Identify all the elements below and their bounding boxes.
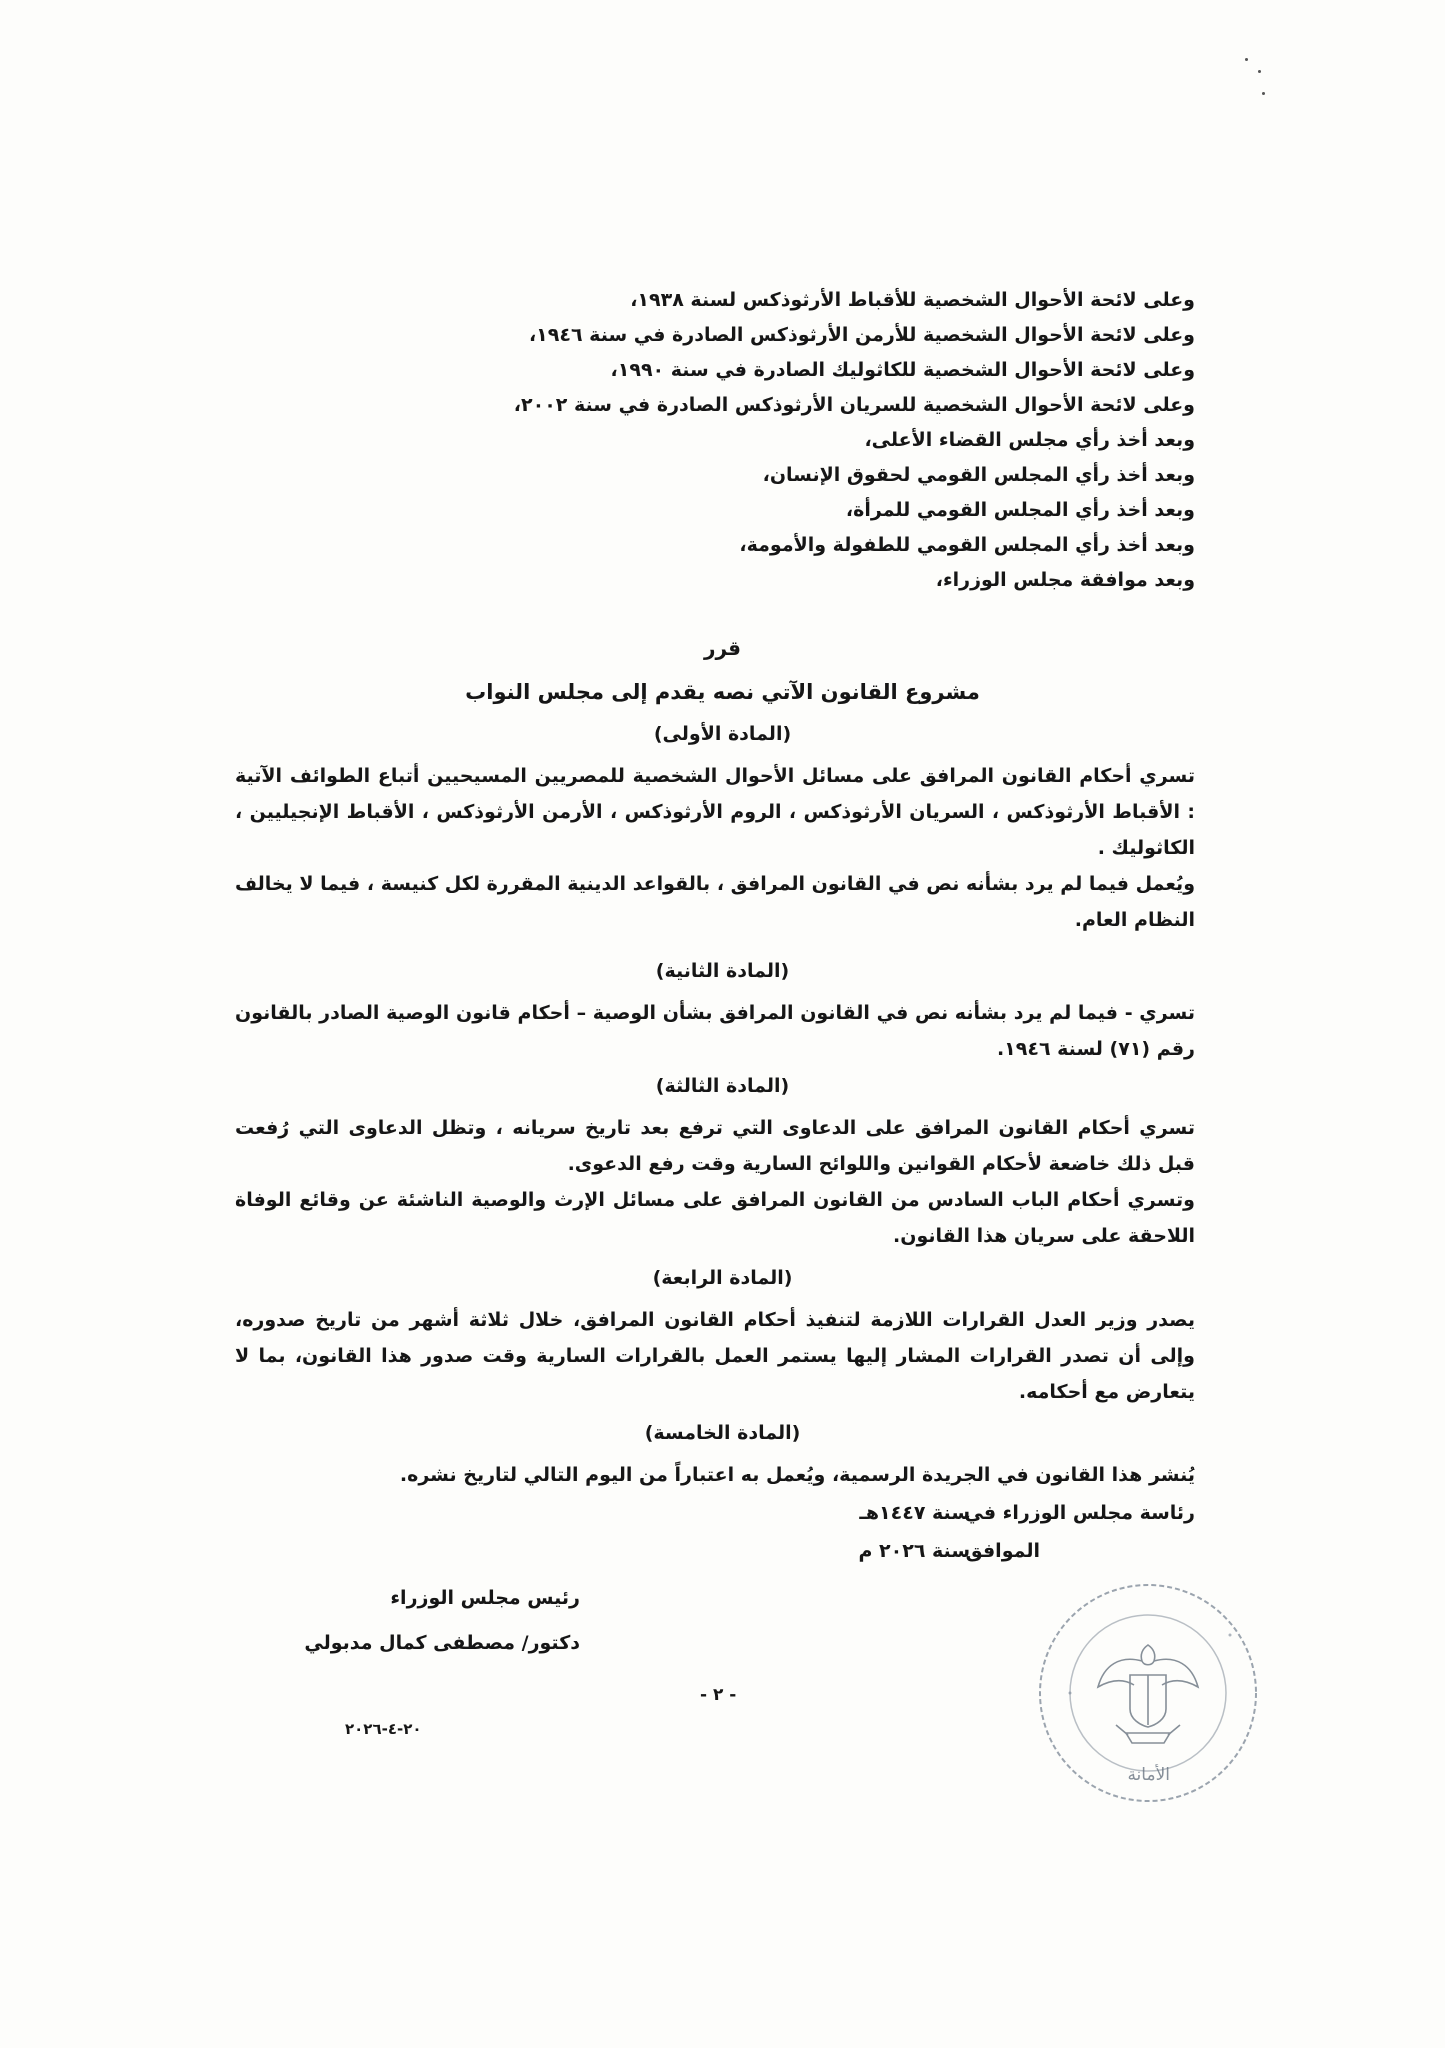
bill-title: مشروع القانون الآتي نصه يقدم إلى مجلس النواب — [465, 680, 980, 704]
footer-date: ٢٠-٤-٢٠٢٦ — [345, 1720, 422, 1738]
article-4-heading: (المادة الرابعة) — [652, 1267, 793, 1289]
article-4-paragraph-1: يصدر وزير العدل القرارات اللازمة لتنفيذ أحكام القانون المرافق، خلال ثلاثة أشهر من تاريخ صدوره، وإلى أن تصدر القرارات المشار إليها يستمر العمل بالقرارات السارية وقت صدور هذا القانون، بما لا يتعارض مع أحكامه. — [235, 1309, 1195, 1403]
article-1-paragraph-2: ويُعمل فيما لم يرد بشأنه نص في القانون المرافق ، بالقواعد الدينية المقررة لكل كنيسة ، فيما لا يخالف النظام العام. — [235, 873, 1195, 931]
article-2-paragraph-1: تسري - فيما لم يرد بشأنه نص في القانون المرافق بشأن الوصية – أحكام قانون الوصية الصادر بالقانون رقم (٧١) لسنة ١٩٤٦. — [235, 1002, 1195, 1060]
preamble-line: وبعد أخذ رأي المجلس القومي للطفولة والأمومة، — [739, 534, 1195, 556]
preamble-line: وبعد موافقة مجلس الوزراء، — [935, 569, 1195, 591]
corresponding-label: الموافق — [965, 1540, 1040, 1562]
article-5-heading: (المادة الخامسة) — [644, 1422, 801, 1444]
signatory-name: دكتور/ مصطفى كمال مدبولي — [304, 1632, 580, 1654]
official-seal-icon — [1030, 1575, 1270, 1815]
preamble-line: وعلى لائحة الأحوال الشخصية للأرمن الأرثوذكس الصادرة في سنة ١٩٤٦، — [528, 324, 1195, 346]
preamble-line: وعلى لائحة الأحوال الشخصية للأقباط الأرثوذكس لسنة ١٩٣٨، — [630, 289, 1195, 311]
preamble-line: وبعد أخذ رأي مجلس القضاء الأعلى، — [864, 429, 1195, 451]
article-1-paragraph-1: تسري أحكام القانون المرافق على مسائل الأحوال الشخصية للمصريين المسيحيين أتباع الطوائف الآتية : الأقباط الأرثوذكس ، السريان الأرثوذكس ، الروم الأرثوذكس ، الأرمن الأرثوذكس ، الأقباط الإنجيليين ، الكاثوليك . — [235, 765, 1195, 859]
scan-speck — [1262, 92, 1265, 95]
preamble-line: وبعد أخذ رأي المجلس القومي للمرأة، — [845, 499, 1195, 521]
article-1-heading: (المادة الأولى) — [653, 723, 792, 745]
article-2-heading: (المادة الثانية) — [655, 960, 790, 982]
seal-text: الأمانة — [1127, 1765, 1170, 1785]
scan-speck — [1245, 58, 1248, 61]
preamble-line: وبعد أخذ رأي المجلس القومي لحقوق الإنسان، — [762, 464, 1195, 486]
article-3-heading: (المادة الثالثة) — [655, 1075, 790, 1097]
scan-speck — [1258, 70, 1261, 73]
article-5-paragraph-1: يُنشر هذا القانون في الجريدة الرسمية، ويُعمل به اعتباراً من اليوم التالي لتاريخ نشره. — [399, 1464, 1195, 1486]
preamble-line: وعلى لائحة الأحوال الشخصية للسريان الأرثوذكس الصادرة في سنة ٢٠٠٢، — [513, 394, 1195, 416]
decision-word: قرر — [703, 636, 742, 660]
preamble — [235, 283, 1195, 598]
gregorian-year: سنة ٢٠٢٦ م — [858, 1540, 970, 1562]
page-number: - ٢ - — [700, 1685, 737, 1705]
signatory-role: رئيس مجلس الوزراء — [390, 1587, 580, 1609]
issued-at-label: رئاسة مجلس الوزراء في — [964, 1502, 1195, 1524]
article-3-paragraph-2: وتسري أحكام الباب السادس من القانون المرافق على مسائل الإرث والوصية الناشئة عن وقائع الوفاة اللاحقة على سريان هذا القانون. — [235, 1189, 1195, 1247]
preamble-line: وعلى لائحة الأحوال الشخصية للكاثوليك الصادرة في سنة ١٩٩٠، — [610, 359, 1195, 381]
article-3-paragraph-1: تسري أحكام القانون المرافق على الدعاوى التي ترفع بعد تاريخ سريانه ، وتظل الدعاوى التي رُفعت قبل ذلك خاضعة لأحكام القوانين واللوائح السارية وقت رفع الدعوى. — [235, 1117, 1195, 1175]
hijri-year: سنة ١٤٤٧هـ — [859, 1502, 970, 1524]
